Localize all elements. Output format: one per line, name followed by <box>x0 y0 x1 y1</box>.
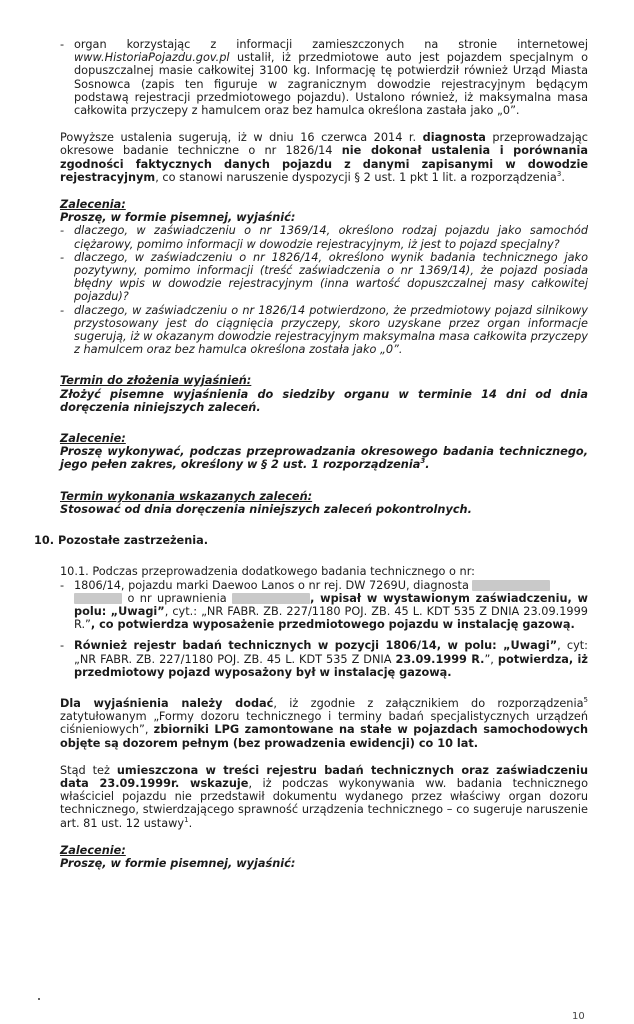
recommendations-heading: Zalecenia: <box>60 198 126 212</box>
redacted-name <box>472 580 550 591</box>
recommendations-lead: Proszę, w formie pisemnej, wyjaśnić: <box>60 211 296 225</box>
recommendation-item: - dlaczego, w zaświadczeniu o nr 1826/14, określono wynik badania technicznego jako pozytywny, pomimo informacji (treść zaświadczenia o nr 1369/14), że pojazd posiada błędny wpis w dowodzie rejestracyjnym (inna wartość dopuszczalnej masy całkowitej pojazdu)? <box>60 251 588 304</box>
final-recommendation-lead: Proszę, w formie pisemnej, wyjaśnić: <box>60 856 296 870</box>
section-10-item-2: - Również rejestr badań technicznych w pozycji 1806/14, w polu: „Uwagi”, cyt: „NR FABR. ZB. 227/1180 POJ. ZB. 45 L. KDT 535 Z DNIA 23.09.1999 R.”, potwierdza, iż przedmiotowy pojazd wyposażony był w instalację gazową. <box>60 639 588 679</box>
document-body <box>34 38 589 870</box>
page-number: 10 <box>572 1011 585 1022</box>
final-recommendation-heading: Zalecenie: <box>60 843 126 857</box>
conclusion-paragraph: Stąd też umieszczona w treści rejestru badań technicznych oraz zaświadczeniu data 23.09.1999r. wskazuje, iż podczas wykonywania ww. badania technicznego właściciel pojazdu nie przedstawił dokumentu wydanego przez właściwy organ dozoru technicznego, stwierdzającego sprawność urządzenia technicznego – co sugeruje naruszenie art. 81 ust. 12 ustawy$^1$. <box>60 763 589 830</box>
execution-deadline-text: Stosować od dnia doręczenia niniejszych zaleceń pokontrolnych. <box>60 502 472 516</box>
recommendation-text: Proszę wykonywać, podczas przeprowadzania okresowego badania technicznego, jego pełen zakres, określony w § 2 ust. 1 rozporządzenia$^3$. <box>60 445 588 472</box>
deadline-text: Złożyć pisemne wyjaśnienia do siedziby organu w terminie 14 dni od dnia doręczenia niniejszych zaleceń. <box>60 387 588 414</box>
redacted-name-cont <box>74 593 122 604</box>
findings-bullet: - organ korzystając z informacji zamieszczonych na stronie internetowej www.HistoriaPojazdu.gov.pl ustalił, iż przedmiotowe auto jest pojazdem specjalnym o dopuszczalnej masie całkowitej 3100 kg. Informację tę potwierdził również Urząd Miasta Sosnowca (zapis ten figuruje w zagranicznym dowodzie rejestracyjnym będącym podstawą rejestracji przedmiotowego pojazdu). Ustalono również, iż maksymalna masa całkowita przyczepy z hamulcem oraz bez hamulca określona zastała jako „0”. <box>60 38 588 117</box>
recommendation-item: - dlaczego, w zaświadczeniu o nr 1826/14 potwierdzono, że przedmiotowy pojazd silnikowy przystosowany jest do ciągnięcia przyczepy, skoro uzyskane przez organ informacje sugerują, iż w okazanym dowodzie rejestracyjnym maksymalna masa całkowita przyczepy z hamulcem oraz bez hamulca określona została jako „0”. <box>60 304 588 357</box>
finding-paragraph: Powyższe ustalenia sugerują, iż w dniu 16 czerwca 2014 r. diagnosta przeprowadzając okresowe badanie techniczne o nr 1826/14 nie dokonał ustalenia i porównania zgodności faktycznych danych pojazdu z danymi zapisanymi w dowodzie rejestracyjnym, co stanowi naruszenie dyspozycji § 2 ust. 1 pkt 1 lit. a rozporządzenia$^3$. <box>60 131 588 184</box>
recommendation-item: - dlaczego, w zaświadczeniu o nr 1369/14, określono rodzaj pojazdu jako samochód ciężarowy, pomimo informacji w dowodzie rejestracyjnym, iż jest to pojazd specjalny? <box>60 224 588 250</box>
clarification-paragraph: Dla wyjaśnienia należy dodać, iż zgodnie z załącznikiem do rozporządzenia$^5$ zatytułowanym „Formy dozoru technicznego i terminy badań specjalistycznych urządzeń ciśnieniowych”, zbiorniki LPG zamontowane na stałe w pojazdach samochodowych objęte są dozorem pełnym (bez prowadzenia ewidencji) co 10 lat. <box>60 696 588 750</box>
deadline-heading: Termin do złożenia wyjaśnień: <box>60 374 252 388</box>
recommendation-heading: Zalecenie: <box>60 432 126 446</box>
scan-speck <box>38 998 40 1000</box>
redacted-license-number <box>232 593 310 604</box>
section-10-intro: 10.1. Podczas przeprowadzenia dodatkowego badania technicznego o nr: <box>60 565 475 579</box>
section-10-title: 10. Pozostałe zastrzeżenia. <box>34 534 209 548</box>
execution-deadline-heading: Termin wykonania wskazanych zaleceń: <box>60 489 313 503</box>
website-link: www.HistoriaPojazdu.gov.pl <box>74 51 230 65</box>
section-10-item-1: - 1806/14, pojazdu marki Daewoo Lanos o nr rej. DW 7269U, diagnosta o nr uprawnienia , wpisał w wystawionym zaświadczeniu, w polu: „Uwagi”, cyt.: „NR FABR. ZB. 227/1180 POJ. ZB. 45 L. KDT 535 Z DNIA 23.09.1999 R.”, co potwierdza wyposażenie przedmiotowego pojazdu w instalację gazową. <box>60 579 588 632</box>
